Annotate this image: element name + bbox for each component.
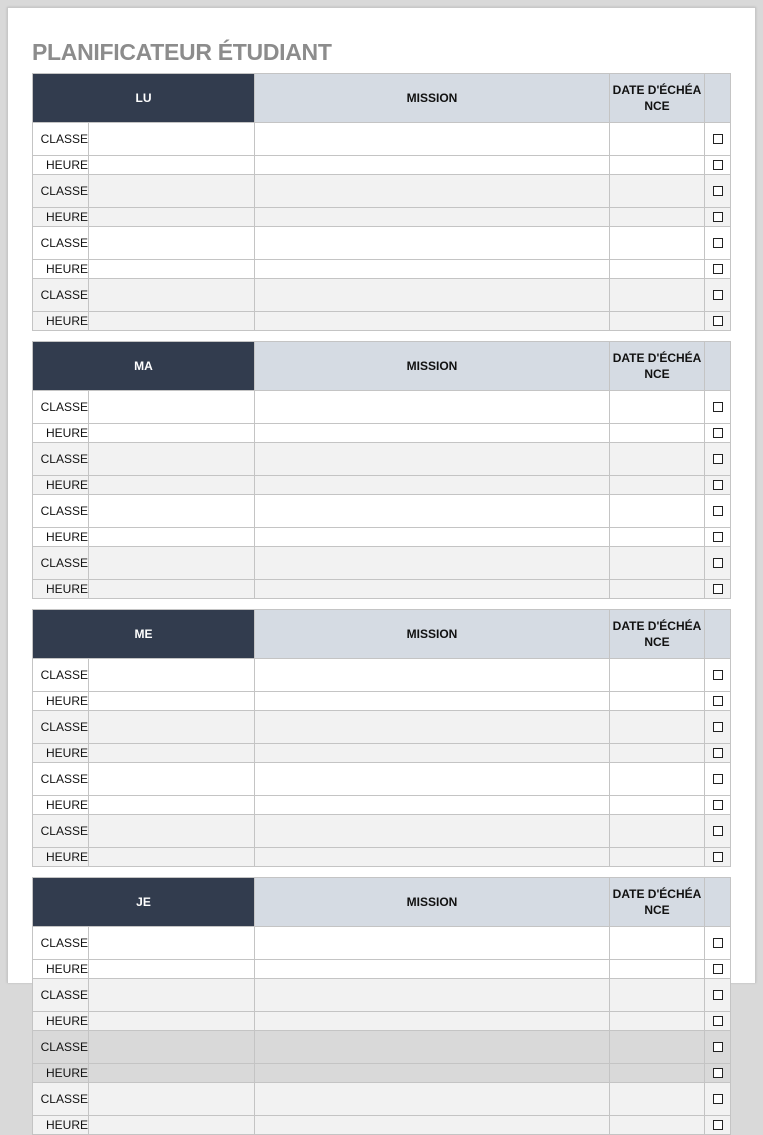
checkbox[interactable] (713, 1068, 723, 1078)
mission-header: MISSION (255, 342, 610, 391)
checkbox-cell[interactable] (705, 260, 731, 279)
hour-row-label: HEURE (33, 580, 89, 599)
class-row (33, 443, 731, 476)
checkbox[interactable] (713, 212, 723, 222)
hour-row-label: HEURE (33, 156, 89, 175)
class-row-label: CLASSE (33, 815, 89, 848)
class-name-cell[interactable] (89, 547, 255, 580)
checkbox[interactable] (713, 990, 723, 1000)
mission-cell[interactable] (255, 960, 610, 979)
due-date-cell[interactable] (610, 1116, 705, 1135)
checkbox-cell[interactable] (705, 175, 731, 208)
hour-cell[interactable] (89, 424, 255, 443)
checkbox-cell[interactable] (705, 528, 731, 547)
day-header-row (33, 610, 731, 659)
day-block (32, 609, 730, 867)
checkbox[interactable] (713, 264, 723, 274)
hour-cell[interactable] (89, 528, 255, 547)
mission-cell[interactable] (255, 979, 610, 1012)
class-row (33, 1031, 731, 1064)
class-name-cell[interactable] (89, 123, 255, 156)
hour-row-label: HEURE (33, 528, 89, 547)
class-row-label: CLASSE (33, 979, 89, 1012)
hour-cell[interactable] (89, 744, 255, 763)
planner-page (7, 7, 756, 1132)
class-row (33, 763, 731, 796)
mission-cell[interactable] (255, 692, 610, 711)
class-row (33, 391, 731, 424)
hour-row (33, 692, 731, 711)
checkbox[interactable] (713, 532, 723, 542)
due-date-cell[interactable] (610, 279, 705, 312)
mission-cell[interactable] (255, 1031, 610, 1064)
due-date-cell[interactable] (610, 580, 705, 599)
hour-row (33, 580, 731, 599)
hour-row (33, 528, 731, 547)
day-table (32, 609, 731, 867)
class-name-cell[interactable] (89, 815, 255, 848)
hour-row-label: HEURE (33, 960, 89, 979)
due-date-header: DATE D'ÉCHÉANCE (610, 342, 705, 391)
class-row-label: CLASSE (33, 391, 89, 424)
hour-row-label: HEURE (33, 1116, 89, 1135)
checkbox[interactable] (713, 938, 723, 948)
class-row-label: CLASSE (33, 175, 89, 208)
checkbox-cell[interactable] (705, 1031, 731, 1064)
day-header-row (33, 878, 731, 927)
day-name: JE (33, 878, 255, 927)
mission-cell[interactable] (255, 927, 610, 960)
class-name-cell[interactable] (89, 711, 255, 744)
mission-cell[interactable] (255, 1116, 610, 1135)
mission-cell[interactable] (255, 580, 610, 599)
hour-cell[interactable] (89, 260, 255, 279)
checkbox-cell[interactable] (705, 279, 731, 312)
day-table (32, 73, 731, 331)
class-row-label: CLASSE (33, 927, 89, 960)
checkbox[interactable] (713, 964, 723, 974)
hour-row (33, 1116, 731, 1135)
class-row (33, 279, 731, 312)
checkbox-cell[interactable] (705, 744, 731, 763)
class-row-label: CLASSE (33, 123, 89, 156)
due-date-cell[interactable] (610, 227, 705, 260)
checkbox-cell[interactable] (705, 815, 731, 848)
hour-row (33, 848, 731, 867)
day-block (32, 73, 730, 331)
hour-cell[interactable] (89, 312, 255, 331)
class-name-cell[interactable] (89, 279, 255, 312)
hour-cell[interactable] (89, 156, 255, 175)
due-date-cell[interactable] (610, 208, 705, 227)
class-row-label: CLASSE (33, 1031, 89, 1064)
mission-cell[interactable] (255, 1012, 610, 1031)
mission-cell[interactable] (255, 744, 610, 763)
class-row (33, 495, 731, 528)
due-date-cell[interactable] (610, 424, 705, 443)
hour-row (33, 476, 731, 495)
page-title: PLANIFICATEUR ÉTUDIANT (32, 39, 332, 65)
class-row (33, 659, 731, 692)
checkbox-cell[interactable] (705, 692, 731, 711)
checkbox-cell[interactable] (705, 424, 731, 443)
day-name: LU (33, 74, 255, 123)
hour-cell[interactable] (89, 1064, 255, 1083)
class-row-label: CLASSE (33, 227, 89, 260)
due-date-cell[interactable] (610, 796, 705, 815)
due-date-cell[interactable] (610, 476, 705, 495)
hour-row-label: HEURE (33, 1064, 89, 1083)
class-row (33, 927, 731, 960)
hour-cell[interactable] (89, 960, 255, 979)
checkbox-cell[interactable] (705, 711, 731, 744)
hour-row (33, 960, 731, 979)
hour-row-label: HEURE (33, 476, 89, 495)
checkbox[interactable] (713, 1042, 723, 1052)
due-date-cell[interactable] (610, 1064, 705, 1083)
due-date-cell[interactable] (610, 1012, 705, 1031)
class-row-label: CLASSE (33, 279, 89, 312)
checkbox-cell[interactable] (705, 960, 731, 979)
mission-cell[interactable] (255, 547, 610, 580)
class-name-cell[interactable] (89, 979, 255, 1012)
mission-cell[interactable] (255, 208, 610, 227)
checkbox-cell[interactable] (705, 1116, 731, 1135)
due-date-cell[interactable] (610, 979, 705, 1012)
hour-row-label: HEURE (33, 744, 89, 763)
checkbox[interactable] (713, 1016, 723, 1026)
checkbox-cell[interactable] (705, 476, 731, 495)
checkbox-cell[interactable] (705, 391, 731, 424)
checkbox[interactable] (713, 1120, 723, 1130)
day-header-row (33, 342, 731, 391)
mission-cell[interactable] (255, 815, 610, 848)
day-table (32, 877, 731, 1135)
mission-cell[interactable] (255, 659, 610, 692)
checkbox[interactable] (713, 800, 723, 810)
checkbox[interactable] (713, 186, 723, 196)
check-header (705, 610, 731, 659)
class-name-cell[interactable] (89, 495, 255, 528)
mission-cell[interactable] (255, 123, 610, 156)
mission-cell[interactable] (255, 1083, 610, 1116)
hour-row-label: HEURE (33, 260, 89, 279)
check-header (705, 342, 731, 391)
hour-row (33, 312, 731, 331)
due-date-cell[interactable] (610, 1031, 705, 1064)
class-row (33, 711, 731, 744)
due-date-cell[interactable] (610, 763, 705, 796)
class-name-cell[interactable] (89, 927, 255, 960)
mission-cell[interactable] (255, 528, 610, 547)
mission-cell[interactable] (255, 1064, 610, 1083)
hour-cell[interactable] (89, 1116, 255, 1135)
due-date-cell[interactable] (610, 528, 705, 547)
hour-row-label: HEURE (33, 1012, 89, 1031)
checkbox[interactable] (713, 402, 723, 412)
due-date-cell[interactable] (610, 123, 705, 156)
due-date-header: DATE D'ÉCHÉANCE (610, 74, 705, 123)
hour-cell[interactable] (89, 692, 255, 711)
mission-cell[interactable] (255, 495, 610, 528)
due-date-cell[interactable] (610, 692, 705, 711)
checkbox-cell[interactable] (705, 796, 731, 815)
checkbox-cell[interactable] (705, 580, 731, 599)
class-row-label: CLASSE (33, 1083, 89, 1116)
class-name-cell[interactable] (89, 763, 255, 796)
hour-cell[interactable] (89, 796, 255, 815)
class-row (33, 979, 731, 1012)
class-row-label: CLASSE (33, 495, 89, 528)
checkbox[interactable] (713, 134, 723, 144)
hour-row (33, 260, 731, 279)
hour-row (33, 156, 731, 175)
hour-cell[interactable] (89, 1012, 255, 1031)
checkbox[interactable] (713, 160, 723, 170)
check-header (705, 878, 731, 927)
due-date-cell[interactable] (610, 495, 705, 528)
due-date-cell[interactable] (610, 547, 705, 580)
checkbox-cell[interactable] (705, 927, 731, 960)
hour-row (33, 744, 731, 763)
due-date-header: DATE D'ÉCHÉANCE (610, 610, 705, 659)
hour-row (33, 796, 731, 815)
due-date-cell[interactable] (610, 659, 705, 692)
day-block (32, 877, 730, 1135)
hour-row-label: HEURE (33, 848, 89, 867)
checkbox[interactable] (713, 316, 723, 326)
class-row (33, 123, 731, 156)
due-date-cell[interactable] (610, 391, 705, 424)
due-date-cell[interactable] (610, 175, 705, 208)
class-name-cell[interactable] (89, 1031, 255, 1064)
hour-row-label: HEURE (33, 208, 89, 227)
mission-cell[interactable] (255, 796, 610, 815)
hour-row (33, 1012, 731, 1031)
hour-row (33, 1064, 731, 1083)
class-row (33, 547, 731, 580)
checkbox-cell[interactable] (705, 1064, 731, 1083)
due-date-cell[interactable] (610, 744, 705, 763)
checkbox-cell[interactable] (705, 763, 731, 796)
mission-cell[interactable] (255, 424, 610, 443)
class-row (33, 815, 731, 848)
mission-cell[interactable] (255, 763, 610, 796)
due-date-header: DATE D'ÉCHÉANCE (610, 878, 705, 927)
class-row (33, 227, 731, 260)
due-date-cell[interactable] (610, 312, 705, 331)
due-date-cell[interactable] (610, 443, 705, 476)
checkbox-cell[interactable] (705, 1012, 731, 1031)
checkbox[interactable] (713, 558, 723, 568)
day-name: MA (33, 342, 255, 391)
day-name: ME (33, 610, 255, 659)
class-row-label: CLASSE (33, 443, 89, 476)
checkbox[interactable] (713, 826, 723, 836)
class-row (33, 175, 731, 208)
checkbox-cell[interactable] (705, 227, 731, 260)
checkbox-cell[interactable] (705, 1083, 731, 1116)
mission-cell[interactable] (255, 227, 610, 260)
mission-cell[interactable] (255, 391, 610, 424)
checkbox[interactable] (713, 852, 723, 862)
mission-header: MISSION (255, 878, 610, 927)
hour-row (33, 208, 731, 227)
mission-cell[interactable] (255, 279, 610, 312)
check-header (705, 74, 731, 123)
checkbox[interactable] (713, 774, 723, 784)
checkbox[interactable] (713, 1094, 723, 1104)
checkbox[interactable] (713, 506, 723, 516)
mission-cell[interactable] (255, 260, 610, 279)
checkbox-cell[interactable] (705, 312, 731, 331)
day-table (32, 341, 731, 599)
mission-cell[interactable] (255, 848, 610, 867)
due-date-cell[interactable] (610, 848, 705, 867)
due-date-cell[interactable] (610, 156, 705, 175)
due-date-cell[interactable] (610, 960, 705, 979)
hour-cell[interactable] (89, 580, 255, 599)
hour-row-label: HEURE (33, 796, 89, 815)
checkbox[interactable] (713, 670, 723, 680)
hour-row-label: HEURE (33, 692, 89, 711)
checkbox-cell[interactable] (705, 495, 731, 528)
checkbox-cell[interactable] (705, 123, 731, 156)
hour-row-label: HEURE (33, 424, 89, 443)
checkbox[interactable] (713, 238, 723, 248)
class-name-cell[interactable] (89, 443, 255, 476)
class-row-label: CLASSE (33, 711, 89, 744)
checkbox-cell[interactable] (705, 547, 731, 580)
day-header-row (33, 74, 731, 123)
mission-cell[interactable] (255, 476, 610, 495)
class-row-label: CLASSE (33, 659, 89, 692)
checkbox[interactable] (713, 454, 723, 464)
mission-cell[interactable] (255, 443, 610, 476)
checkbox-cell[interactable] (705, 156, 731, 175)
hour-cell[interactable] (89, 848, 255, 867)
mission-cell[interactable] (255, 312, 610, 331)
class-name-cell[interactable] (89, 227, 255, 260)
checkbox[interactable] (713, 696, 723, 706)
checkbox[interactable] (713, 748, 723, 758)
checkbox[interactable] (713, 428, 723, 438)
due-date-cell[interactable] (610, 1083, 705, 1116)
mission-cell[interactable] (255, 156, 610, 175)
day-block (32, 341, 730, 599)
class-name-cell[interactable] (89, 659, 255, 692)
checkbox[interactable] (713, 722, 723, 732)
checkbox-cell[interactable] (705, 208, 731, 227)
mission-header: MISSION (255, 74, 610, 123)
class-name-cell[interactable] (89, 1083, 255, 1116)
hour-row (33, 424, 731, 443)
due-date-cell[interactable] (610, 711, 705, 744)
checkbox-cell[interactable] (705, 443, 731, 476)
mission-cell[interactable] (255, 175, 610, 208)
hour-cell[interactable] (89, 208, 255, 227)
checkbox-cell[interactable] (705, 848, 731, 867)
due-date-cell[interactable] (610, 927, 705, 960)
checkbox[interactable] (713, 480, 723, 490)
mission-cell[interactable] (255, 711, 610, 744)
hour-row-label: HEURE (33, 312, 89, 331)
mission-header: MISSION (255, 610, 610, 659)
checkbox-cell[interactable] (705, 979, 731, 1012)
due-date-cell[interactable] (610, 260, 705, 279)
checkbox[interactable] (713, 290, 723, 300)
class-row (33, 1083, 731, 1116)
hour-cell[interactable] (89, 476, 255, 495)
class-name-cell[interactable] (89, 391, 255, 424)
class-name-cell[interactable] (89, 175, 255, 208)
class-row-label: CLASSE (33, 547, 89, 580)
class-row-label: CLASSE (33, 763, 89, 796)
due-date-cell[interactable] (610, 815, 705, 848)
checkbox[interactable] (713, 584, 723, 594)
checkbox-cell[interactable] (705, 659, 731, 692)
